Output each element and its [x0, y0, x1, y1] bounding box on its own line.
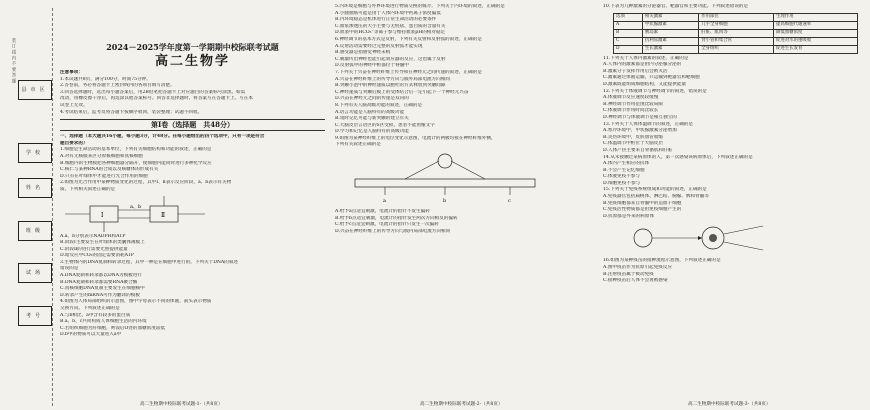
cut-line-text: 装 订 线 内 不 要 答 题 — [11, 38, 16, 83]
question-line: D.只有在叶绿体中才能进行光合作用的细胞 — [60, 173, 148, 179]
question-line: C.体温调节中枢位于大脑皮层 — [603, 141, 663, 147]
question-line: A.给予a点适宜刺激，电流计的指针不发生偏转 — [335, 209, 430, 215]
table-cell: 促进对水的重吸收 — [774, 37, 858, 45]
question-line: C.若组织细胞为肝细胞，则饭后O处的血糖浓度较低 — [60, 325, 166, 331]
question-line: 交换方向。下列叙述正确的是 — [60, 306, 120, 312]
question-line: A.反射活动需要经过完整的反射弧才能实现 — [335, 43, 423, 49]
svg-text:b: b — [443, 198, 447, 205]
table-header-cell: 选项 — [614, 13, 643, 21]
svg-text:a、b: a、b — [130, 203, 142, 210]
page-footer: 高二生物期中校际联考试题-2-（共8页） — [420, 402, 503, 407]
svg-text:c: c — [508, 198, 511, 205]
question-line: C.激素通过体液运输，只运输到靶器官和靶细胞 — [603, 75, 700, 81]
question-line: D.暗反应中CO₂的固定需要消耗ATP — [60, 253, 134, 259]
question-line: C.血浆渗透压的大小主要与无机盐、蛋白质的含量有关 — [335, 23, 446, 29]
notice-line: 2.答卷前，务必将答题卡上密封线内的各项目填写清楚。 — [60, 83, 175, 89]
table-cell: 生长激素 — [642, 45, 698, 53]
question-line: B.神经调节作用范围比较局限 — [603, 101, 663, 107]
question-line: D.兴奋在神经纤维上的传导方向与膜内局部电流方向相同 — [335, 228, 451, 234]
svg-text:Ⅱ: Ⅱ — [161, 211, 166, 219]
question-line: B.炎热环境中，皮肤血管收缩 — [603, 134, 663, 140]
notice-label: 注意事项： — [60, 70, 83, 75]
question-line: B.免疫细胞都来自骨髓中的造血干细胞 — [603, 200, 682, 206]
notice-line: 试卷上无效。 — [60, 102, 88, 108]
notice-line: 4.考试结束后，监考员将答题卡按顺序收回，装袋整理；试题不回收。 — [60, 109, 203, 115]
question-line: 16.如图为某种疫苗的接种流程示意图，下列叙述正确的是 — [603, 258, 721, 264]
notice-line: 1.本试题共8页，满分100分，时间75分钟。 — [60, 76, 151, 82]
question-line: C.给予c点适宜刺激，电流计的指针只发生一次偏转 — [335, 222, 439, 228]
question-line: A.与b相比，a中含有较多的蛋白质 — [60, 312, 131, 318]
field-exam-number: 考号 — [18, 306, 52, 326]
question-line: C.体液调节作用时间比较长 — [603, 108, 659, 114]
question-line: 1.细胞是生命活动的基本单位，下列有关细胞结构和功能的叙述，正确的是 — [60, 147, 212, 153]
table-row — [614, 13, 858, 21]
question-line: D.转录产生的mRNA可作为翻译的模板 — [60, 292, 140, 298]
question-line: D.人体产热主要来自骨骼肌和肝脏 — [603, 147, 673, 153]
question-line: A.a、b分别表示NADPH和ATP — [60, 233, 126, 239]
notice-line: 3.回答选择题时，选出每小题答案后，用2B铅笔把答题卡上对应题目的答案标号涂黑。如需 — [60, 89, 246, 95]
svg-text:Ⅰ: Ⅰ — [101, 211, 104, 219]
table-row — [614, 45, 858, 53]
question-line: 15.下列关于免疫系统组成和功能的叙述，正确的是 — [603, 187, 707, 193]
question-line: A.图中疫苗作为抗原引起免疫反应 — [603, 265, 673, 271]
question-line: D.学习和记忆是人脑特有的高级功能 — [335, 129, 409, 135]
page-footer: 高二生物期中校际联考试题-3-（共8页） — [688, 402, 771, 407]
question-line: C.真核细胞DNA复制主要发生在细胞核中 — [60, 286, 145, 292]
table-cell: C — [614, 37, 643, 45]
question-line: 6.神经调节的基本方式是反射，下列有关反射和反射弧的叙述，正确的是 — [335, 36, 482, 42]
question-line: C.阶段Ⅱ的进行需要光照提供能量 — [60, 246, 128, 252]
table-cell: B — [614, 29, 643, 37]
question-line: B.感受器是指感觉神经末梢 — [335, 50, 391, 56]
instruction-line: 题目要求的） — [60, 140, 88, 146]
table-cell: 全身组织 — [699, 45, 774, 53]
question-line: 错误的是 — [60, 266, 79, 272]
question-line: 2.如图为光合作用中某种物质变化的过程，其中Ⅰ、Ⅱ表示反应阶段，a、b表示有关物 — [60, 180, 232, 186]
question-line: 3.生物体内的DNA复制和转录过程，其中一种是在细胞中进行的。下列关于DNA的叙述 — [60, 259, 239, 265]
question-line: C.体液免疫不参与 — [603, 174, 640, 180]
question-line: B.不会产生记忆细胞 — [603, 167, 645, 173]
question-line: C.免疫活性物质都是由免疫细胞产生的 — [603, 207, 682, 213]
subject-title: 高二生物学 — [154, 54, 230, 69]
table-cell: 几乎全身细胞 — [699, 21, 774, 29]
question-line: B.阶段Ⅰ主要发生在叶绿体的类囊体薄膜上 — [60, 240, 145, 246]
table-cell: 降低血糖浓度 — [774, 29, 858, 37]
question-line: D.反射弧中的神经中枢都位于脊髓中 — [335, 63, 409, 69]
question-line: 质。下列相关叙述正确的是 — [60, 186, 116, 192]
page-2 — [335, 4, 593, 399]
question-line: A.人体内的激素都是由内分泌腺分泌的 — [603, 62, 682, 68]
exam-year-title: 2024－2025学年度第一学期期中校际联考试题 — [106, 42, 279, 52]
notice-line: 改动，用橡皮擦干净后，再选涂其他答案标号。回答非选择题时，将答案写在答题卡上。写在本 — [60, 96, 253, 102]
question-line: A.寒冷环境中，甲状腺激素分泌增加 — [603, 128, 677, 134]
field-school: 学校 — [18, 143, 52, 163]
question-line: D.兴奋在神经元之间的传递是双向的 — [335, 96, 409, 102]
section-heading: 第Ⅰ卷（选择题 共48分） — [60, 119, 325, 131]
question-line: 5.内环境是细胞与外界环境进行物质交换的媒介。下列关于内环境的叙述，正确的是 — [335, 4, 505, 9]
question-line: B.DNA复制和转录都需要RNA聚合酶 — [60, 279, 138, 285]
table-cell: 促进生长发育 — [774, 45, 858, 53]
question-line: A.体液调节反应速度较缓慢 — [603, 95, 659, 101]
svg-text:a: a — [383, 198, 386, 205]
question-line: B.激素分子发挥作用后会被灭活 — [603, 68, 668, 74]
question-line: 下列有关叙述正确的是 — [335, 142, 381, 148]
table-cell: 甲状腺激素 — [642, 21, 698, 29]
table-header-cell: 相关激素 — [642, 13, 698, 21]
field-class: 班级 — [18, 221, 52, 241]
table-row — [614, 29, 858, 37]
question-line: C.刺激传出神经也能引起效应器的反应，这也属于反射 — [335, 56, 446, 62]
instruction-line: 一、选择题（本大题共16小题，每小题3分，计48分。在每小题给出的四个选项中，只有一项是符合 — [60, 134, 265, 140]
question-line: D.抗原都是外来的病原体 — [603, 213, 654, 219]
binding-strip — [4, 8, 53, 406]
question-line: D.激素既能组成细胞结构，又能提供能量 — [603, 81, 687, 87]
question-line: 4.如图为人体局部组织的示意图，图中字母表示不同的体液，箭头表示物质 — [60, 299, 212, 305]
table-header-cell: 生理作用 — [774, 13, 858, 21]
question-line: 10.下表为几种激素的分泌器官、靶器官和主要功能。下列叙述错误的是 — [603, 4, 749, 9]
table-row — [614, 21, 858, 29]
table-header-cell: 作用部位 — [699, 13, 774, 21]
table-row — [614, 37, 858, 45]
question-line: 13.下列关于人体体温调节的叙述，正确的是 — [603, 121, 693, 127]
question-line: B.注射疫苗属于被动免疫 — [603, 271, 654, 277]
question-line: B.a、b、c共同构成人体细胞生活的内环境 — [60, 319, 147, 325]
page-3 — [603, 4, 865, 399]
hormone-table — [613, 13, 858, 54]
nerve-fiber-diagram — [335, 149, 593, 209]
photosynthesis-diagram — [60, 194, 325, 234]
question-line: D.细胞免疫不参与 — [603, 180, 641, 186]
table-cell: 提高细胞代谢速率 — [774, 21, 858, 29]
question-line: B.突触小泡中的神经递质以胞吐的方式释放到突触间隙 — [335, 83, 446, 89]
field-room: 试场 — [18, 263, 52, 283]
question-line: B.内环境稳态是机体进行正常生命活动的必要条件 — [335, 17, 437, 23]
question-line: C.神经递质与突触后膜上的受体结合后一定引起下一个神经元兴奋 — [335, 89, 469, 95]
question-line: 9.如图为某神经纤维上的电位变化示意图，电流计的两极均接在神经纤维外侧， — [335, 135, 496, 141]
question-line: C.接种疫苗后人体不会再被感染 — [603, 278, 668, 284]
question-line: C.大脑皮层言语区的S区受损，患者不能看懂文字 — [335, 122, 435, 128]
question-line: C.核仁与某种RNA的合成以及核糖体的形成有关 — [60, 167, 159, 173]
vaccine-flow-diagram — [603, 220, 865, 258]
table-cell: 肾小管和集合管 — [699, 37, 774, 45]
table-cell: 肝脏、肌肉等 — [699, 29, 774, 37]
field-county: 县市区 — [18, 80, 52, 100]
page-footer: 高二生物期中校际联考试题-1-（共8页） — [140, 402, 223, 407]
question-line: 11.下列关于人体内激素的叙述，正确的是 — [603, 55, 689, 61]
question-line: D.神经调节与体液调节是相互独立的 — [603, 114, 677, 120]
table-cell: A — [614, 21, 643, 29]
question-line: D.b中的物质可以大量进入a中 — [60, 332, 122, 338]
field-name: 姓名 — [18, 178, 52, 198]
question-line: B.细胞内的生物膜把各种细胞器分隔开，使细胞内能同时进行多种化学反应 — [60, 160, 212, 166]
question-line: A.小腿抽筋可能是由于人体内环境中钙离子浓度偏低 — [335, 10, 441, 16]
question-line: A.对有无核膜来区分原核细胞和真核细胞 — [60, 153, 143, 159]
table-cell: D — [614, 45, 643, 53]
table-cell: 抗利尿激素 — [642, 37, 698, 45]
question-line: A.体内产生相应的抗体 — [603, 161, 650, 167]
question-line: B.给予b点适宜刺激，电流计的指针发生两次方向相反的偏转 — [335, 215, 458, 221]
question-line: 8.下列有关人脑高级功能的叙述，正确的是 — [335, 102, 423, 108]
table-cell: 胰岛素 — [642, 29, 698, 37]
question-line: A.兴奋在神经纤维上的传导方向与膜外局部电流方向相同 — [335, 76, 451, 82]
question-line: A.DNA复制和转录都以DNA为模板进行 — [60, 273, 142, 279]
question-line: A.语言功能是人脑特有的高级功能 — [335, 109, 405, 115]
question-line: 7.下列关于兴奋在神经纤维上传导和在神经元之间传递的叙述，正确的是 — [335, 69, 482, 75]
question-line: B.短时记忆可能与新突触的建立有关 — [335, 116, 409, 122]
question-line: 14.从未接触过某病原体的人，第一次感染该病原体后，下列叙述正确的是 — [603, 154, 753, 160]
page-1 — [60, 4, 325, 399]
question-line: A.免疫器官包括扁桃体、淋巴结、胸腺、脾和骨髓等 — [603, 194, 709, 200]
question-line: D.血浆中的HCO₃⁻等离子参与维持血浆pH的相对稳定 — [335, 30, 446, 36]
question-line: 12.下列关于体液调节与神经调节的叙述，错误的是 — [603, 88, 707, 94]
